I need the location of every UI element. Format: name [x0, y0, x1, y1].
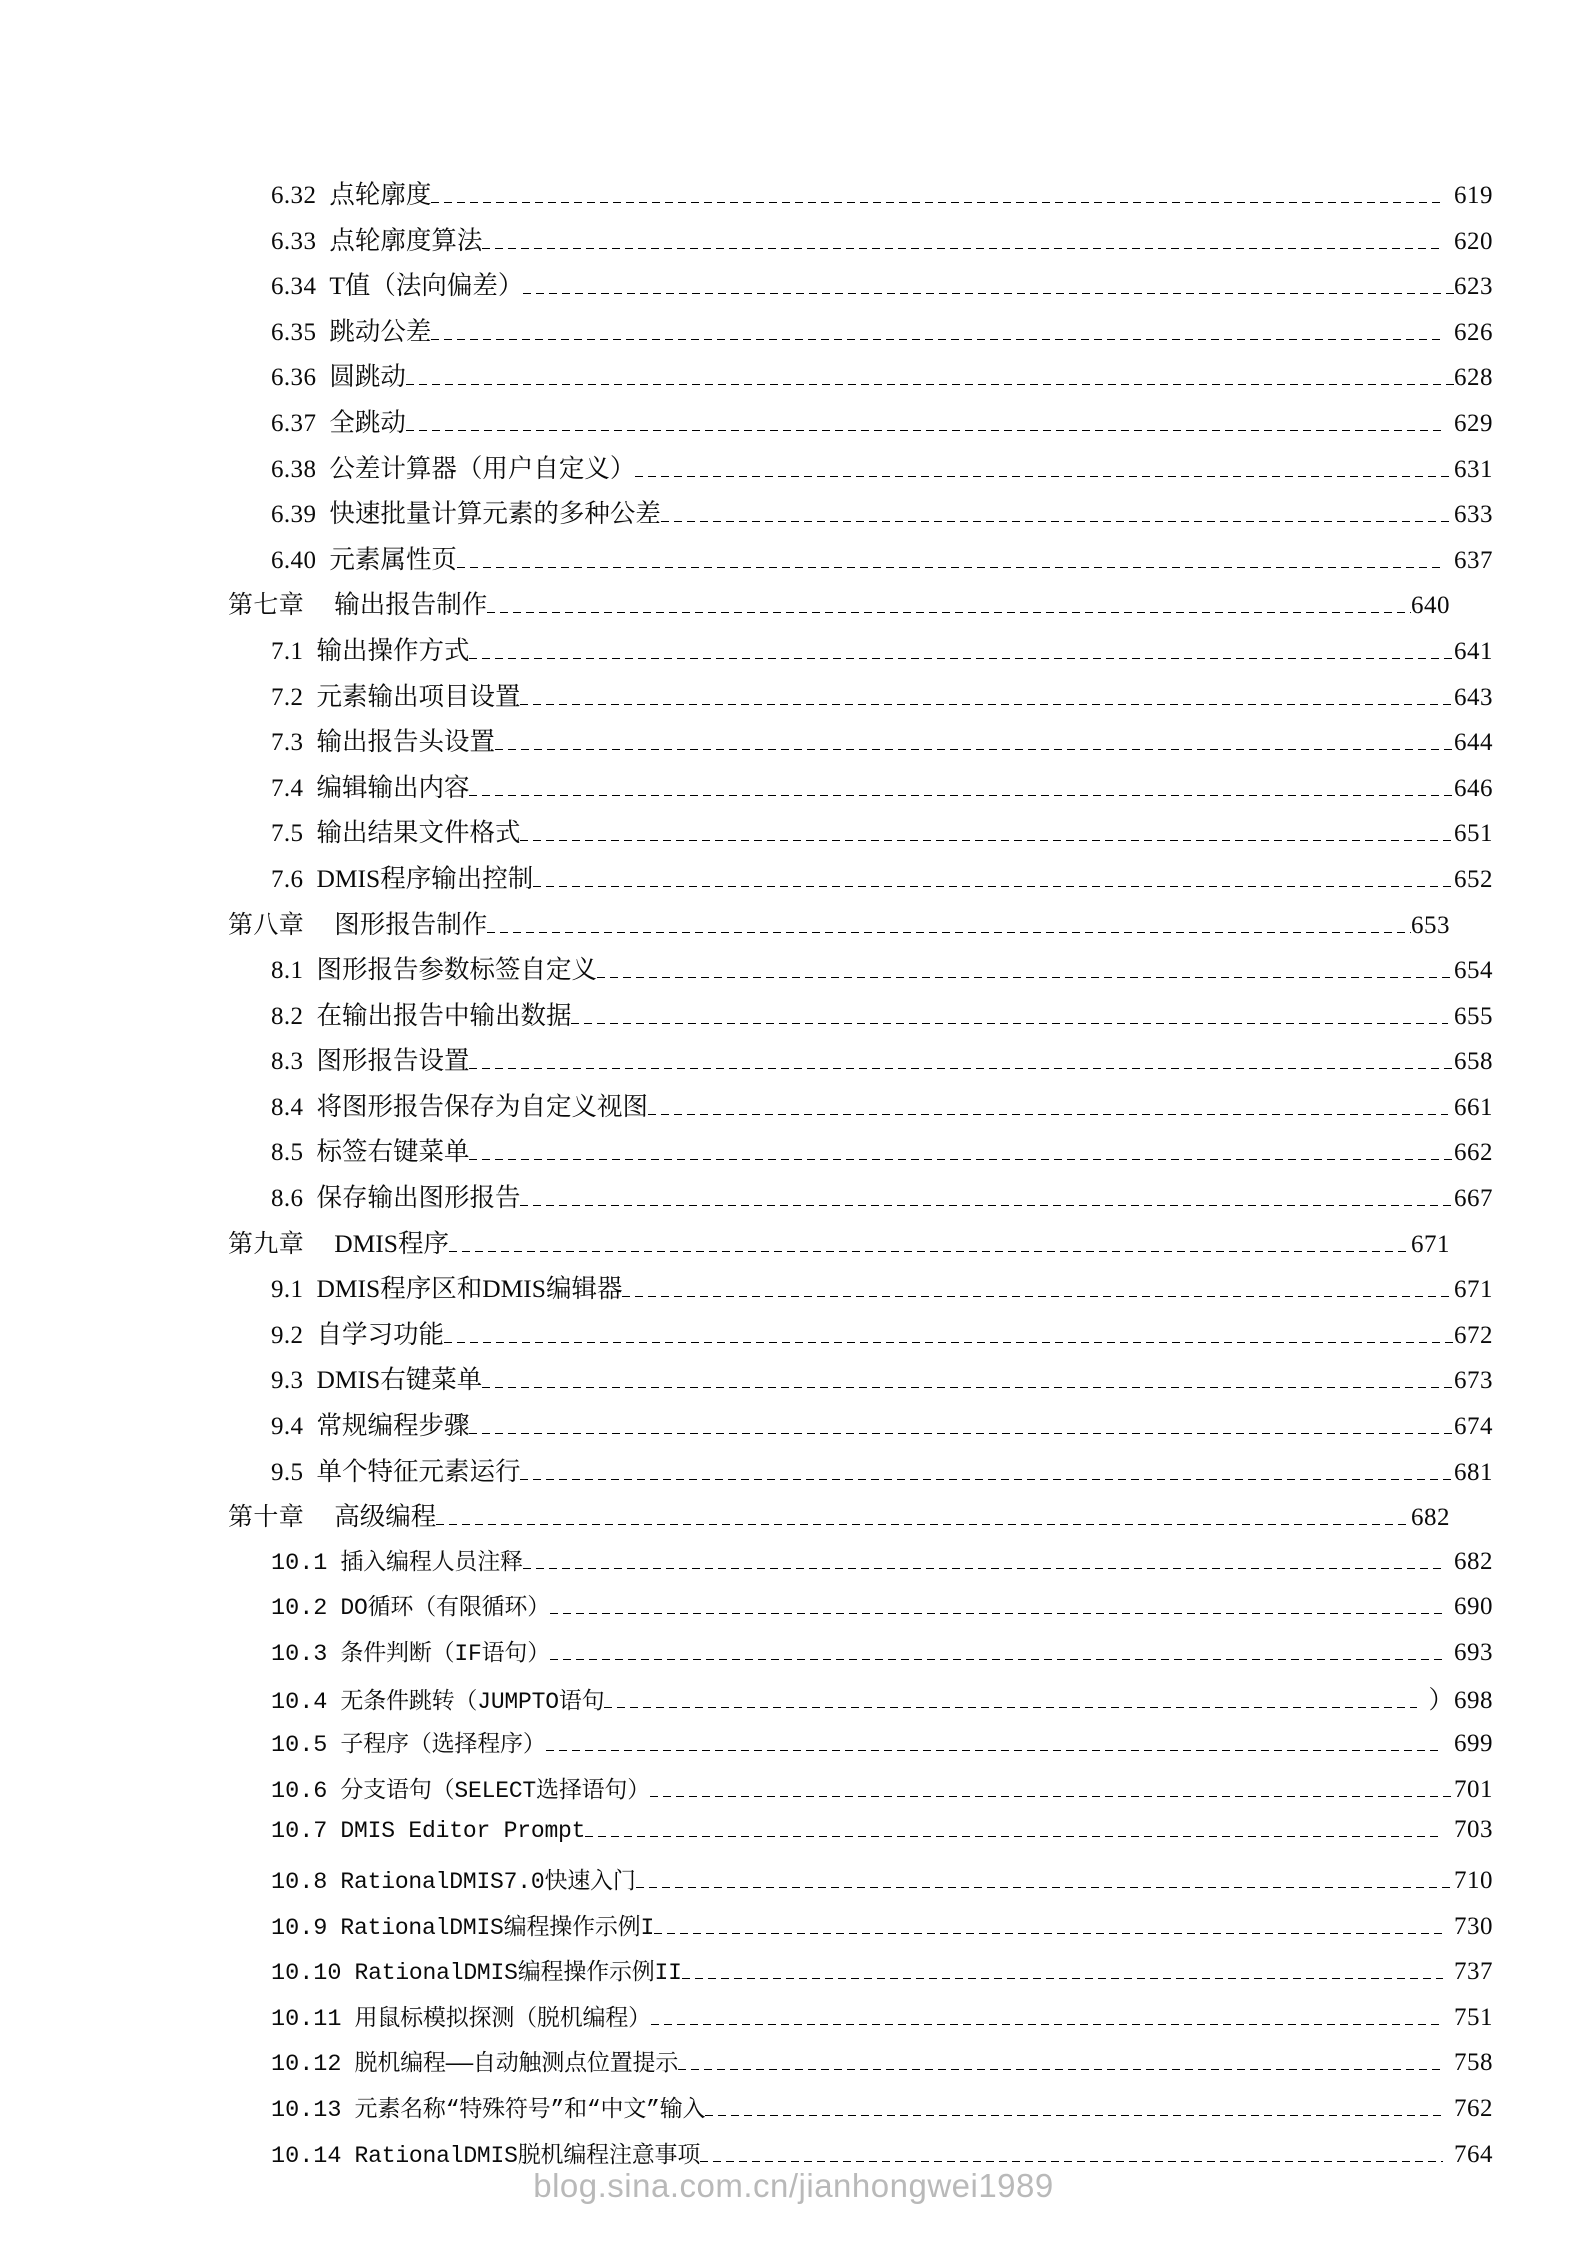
toc-entry-title: 高级编程	[334, 1502, 437, 1532]
toc-entry-title: 插入编程人员注释	[340, 1549, 523, 1576]
toc-entry-page-number: 672	[1454, 1321, 1493, 1349]
toc-entry-number: 6.40	[271, 546, 317, 574]
toc-entry-title: RationalDMIS编程操作示例I	[340, 1914, 655, 1941]
watermark-text: blog.sina.com.cn/jianhongwei1989	[533, 2167, 1054, 2204]
toc-entry[interactable]	[228, 1816, 1493, 1862]
toc-entry-number: 10.4	[271, 1688, 328, 1716]
toc-entry-number: 6.39	[271, 501, 317, 529]
toc-entry[interactable]	[228, 1132, 1493, 1178]
toc-entry[interactable]	[228, 1041, 1493, 1087]
toc-dot-leader	[597, 977, 1454, 978]
toc-dot-leader	[520, 840, 1454, 841]
toc-entry-number: 10.5	[271, 1732, 328, 1760]
toc-entry-title: 无条件跳转（JUMPTO语句	[340, 1688, 605, 1715]
toc-entry-title: 输出报告制作	[334, 590, 488, 620]
toc-entry-number: 8.6	[271, 1185, 304, 1213]
toc-entry-number: 10.11	[271, 2005, 342, 2033]
toc-dot-leader	[651, 2024, 1443, 2025]
toc-dot-leader	[469, 1433, 1454, 1434]
toc-entry-title: 编辑输出内容	[316, 772, 470, 802]
toc-dot-leader	[550, 1613, 1443, 1614]
toc-entry[interactable]	[228, 950, 1493, 996]
toc-entry[interactable]	[228, 813, 1493, 859]
toc-dot-leader	[604, 1707, 1417, 1708]
toc-entry-number: 6.38	[271, 455, 317, 483]
toc-entry-title: 输出操作方式	[316, 635, 470, 665]
toc-entry-title: 圆跳动	[329, 362, 406, 392]
toc-entry-page-number: 658	[1454, 1048, 1493, 1076]
toc-entry-title: 条件判断（IF语句）	[340, 1641, 551, 1667]
toc-dot-leader	[457, 567, 1443, 568]
toc-entry[interactable]	[228, 631, 1493, 677]
toc-entry-page-number: 681	[1454, 1458, 1493, 1486]
toc-entry-page-number: 652	[1454, 865, 1493, 893]
toc-entry-page-number: 693	[1454, 1639, 1493, 1666]
toc-entry[interactable]	[228, 2090, 1493, 2136]
toc-dot-leader	[654, 1933, 1443, 1934]
toc-entry-page-number: 637	[1454, 546, 1493, 574]
toc-entry-title: 元素名称“特殊符号”和“中文”输入	[354, 2096, 706, 2123]
toc-entry-page-number: 620	[1454, 227, 1493, 255]
toc-entry-page-number: 667	[1454, 1185, 1493, 1213]
toc-entry-number: 7.1	[271, 637, 304, 665]
toc-entry-page-number: 626	[1454, 318, 1493, 346]
toc-entry-number: 10.14	[271, 2142, 342, 2170]
toc-dot-leader	[705, 2115, 1443, 2116]
toc-entry-number: 10.10	[271, 1960, 342, 1988]
toc-dot-leader	[520, 1205, 1454, 1206]
toc-dot-leader	[650, 1796, 1454, 1797]
toc-entry[interactable]	[228, 494, 1493, 540]
toc-entry-page-number: 673	[1454, 1367, 1493, 1395]
toc-entry-number: 6.33	[271, 227, 317, 255]
toc-entry-number: 9.5	[271, 1458, 304, 1486]
toc-entry[interactable]	[228, 1406, 1493, 1452]
toc-entry-number: 10.9	[271, 1914, 328, 1942]
toc-entry-page-number: 655	[1454, 1002, 1493, 1030]
toc-entry-title: 点轮廓度算法	[329, 225, 483, 255]
toc-dot-leader	[523, 1568, 1443, 1569]
toc-dot-leader	[636, 1887, 1454, 1888]
toc-entry-number: 10.1	[271, 1549, 328, 1577]
toc-dot-leader	[469, 1068, 1454, 1069]
toc-entry-title: RationalDMIS编程操作示例II	[354, 1960, 682, 1987]
toc-entry-page-number: 758	[1454, 2049, 1493, 2077]
toc-entry-title: 跳动公差	[329, 316, 432, 346]
toc-entry-number: 7.5	[271, 820, 304, 848]
toc-entry-page-number: 644	[1454, 729, 1493, 757]
toc-entry[interactable]	[228, 1588, 1493, 1634]
toc-dot-leader	[469, 658, 1454, 659]
toc-dot-leader	[469, 1159, 1454, 1160]
toc-entry-page-number: 631	[1454, 455, 1493, 483]
toc-entry[interactable]	[228, 266, 1493, 312]
toc-entry-title: 输出结果文件格式	[316, 818, 521, 848]
toc-entry-title: DMIS程序区和DMIS编辑器	[316, 1274, 623, 1304]
toc-entry-number: 10.6	[271, 1777, 328, 1805]
toc-entry-title: DMIS右键菜单	[316, 1365, 483, 1395]
toc-dot-leader	[571, 1023, 1448, 1024]
toc-entry-title: 将图形报告保存为自定义视图	[316, 1091, 648, 1121]
toc-dot-leader	[444, 1342, 1454, 1343]
toc-dot-leader	[487, 612, 1411, 613]
toc-entry[interactable]	[228, 996, 1493, 1042]
toc-entry-page-number: 653	[1411, 911, 1450, 939]
toc-dot-leader	[487, 932, 1411, 933]
toc-dot-leader	[678, 2069, 1443, 2070]
toc-entry-number: 6.37	[271, 409, 317, 437]
toc-entry[interactable]	[228, 1725, 1493, 1771]
toc-entry-number: 7.2	[271, 683, 304, 711]
toc-dot-leader	[585, 1836, 1443, 1837]
toc-entry[interactable]	[228, 1315, 1493, 1361]
toc-entry-number: 7.4	[271, 774, 304, 802]
toc-dot-leader	[682, 1978, 1443, 1979]
toc-entry[interactable]	[228, 2044, 1493, 2090]
toc-dot-leader	[469, 795, 1454, 796]
toc-entry-title: 单个特征元素运行	[316, 1456, 521, 1486]
toc-entry-number: 9.1	[271, 1276, 304, 1304]
toc-entry-page-number: 640	[1411, 592, 1450, 620]
toc-entry-number: 第九章	[228, 1230, 305, 1258]
toc-entry-number: 10.3	[271, 1641, 328, 1668]
toc-entry-title: 标签右键菜单	[316, 1137, 470, 1167]
toc-entry-number: 第七章	[228, 592, 305, 620]
toc-entry-page-number: 619	[1454, 182, 1493, 209]
toc-dot-leader	[431, 202, 1443, 203]
toc-entry-title: 全跳动	[329, 407, 406, 437]
toc-dot-leader	[533, 886, 1454, 887]
toc-entry-number: 8.1	[271, 957, 304, 985]
toc-entry-title: RationalDMIS7.0快速入门	[340, 1868, 636, 1895]
toc-entry[interactable]	[228, 1360, 1493, 1406]
toc-entry[interactable]	[228, 859, 1493, 905]
toc-dot-leader	[700, 2161, 1443, 2162]
toc-entry-page-number: 661	[1454, 1093, 1493, 1121]
toc-entry-number: 8.2	[271, 1002, 304, 1030]
toc-entry-number: 9.4	[271, 1413, 304, 1441]
toc-entry-title: 子程序（选择程序）	[340, 1732, 546, 1759]
toc-entry[interactable]	[228, 403, 1493, 449]
toc-dot-leader	[495, 749, 1454, 750]
toc-dot-leader	[648, 1114, 1448, 1115]
toc-entry-title: 点轮廓度	[329, 180, 432, 209]
toc-entry-page-number: 643	[1454, 683, 1493, 711]
toc-dot-leader	[406, 430, 1443, 431]
toc-entry[interactable]	[228, 677, 1493, 723]
toc-entry-title: 常规编程步骤	[316, 1411, 470, 1441]
toc-entry[interactable]	[228, 1953, 1493, 1999]
toc-entry-title: 快速批量计算元素的多种公差	[329, 499, 661, 529]
toc-dot-leader	[482, 1387, 1454, 1388]
toc-entry-number: 第十章	[228, 1504, 305, 1532]
toc-entry-page-number: 730	[1454, 1912, 1493, 1940]
toc-entry-page-number: 671	[1411, 1230, 1450, 1258]
toc-entry[interactable]	[228, 1543, 1493, 1589]
toc-entry[interactable]	[228, 1087, 1493, 1133]
toc-entry-number: 10.7	[271, 1818, 328, 1846]
toc-entry-list	[228, 175, 1493, 2181]
toc-entry[interactable]	[228, 1634, 1493, 1680]
toc-entry-title: 图形报告设置	[316, 1046, 470, 1076]
toc-entry-title: 分支语句（SELECT选择语句）	[340, 1777, 651, 1804]
toc-entry-page-number: 764	[1454, 2140, 1493, 2168]
toc-entry[interactable]	[228, 175, 1493, 221]
toc-entry-number: 7.3	[271, 729, 304, 757]
toc-entry-title: 输出报告头设置	[316, 727, 495, 757]
toc-entry-page-number: 703	[1454, 1816, 1493, 1844]
toc-entry[interactable]	[228, 1999, 1493, 2045]
toc-entry[interactable]	[228, 722, 1493, 768]
toc-entry-number: 8.4	[271, 1093, 304, 1121]
toc-entry-title: 图形报告制作	[334, 909, 488, 939]
toc-entry-number: 10.8	[271, 1868, 328, 1896]
toc-entry-title: DMIS Editor Prompt	[340, 1818, 586, 1845]
toc-entry-number: 7.6	[271, 865, 304, 893]
toc-entry[interactable]	[228, 357, 1493, 403]
toc-entry-page-number: 629	[1454, 409, 1493, 437]
toc-entry-page-number: 682	[1454, 1547, 1493, 1575]
toc-dot-leader	[546, 1750, 1443, 1751]
toc-entry-number: 8.5	[271, 1139, 304, 1167]
toc-entry-page-number: 701	[1454, 1775, 1493, 1803]
toc-dot-leader	[622, 1296, 1454, 1297]
toc-entry-page-number: 674	[1454, 1413, 1493, 1441]
toc-entry-title: DMIS程序输出控制	[316, 863, 534, 893]
toc-dot-leader	[482, 248, 1443, 249]
toc-entry-title: DMIS程序	[334, 1228, 449, 1258]
toc-dot-leader	[406, 384, 1454, 385]
toc-entry-title: RationalDMIS脱机编程注意事项	[354, 2142, 701, 2169]
toc-entry[interactable]	[228, 540, 1493, 586]
toc-entry[interactable]	[228, 1908, 1493, 1954]
toc-entry-number: 9.3	[271, 1367, 304, 1395]
toc-entry[interactable]	[228, 1269, 1493, 1315]
toc-entry-number: 6.36	[271, 364, 317, 392]
toc-entry-number: 6.32	[271, 182, 317, 209]
toc-entry[interactable]	[228, 221, 1493, 267]
toc-entry-title: 元素属性页	[329, 544, 457, 574]
toc-entry[interactable]	[228, 1680, 1493, 1726]
toc-entry[interactable]	[228, 312, 1493, 358]
toc-entry[interactable]	[228, 449, 1493, 495]
toc-entry-page-number: 751	[1454, 2003, 1493, 2031]
toc-entry-page-number: 633	[1454, 501, 1493, 529]
toc-dot-leader	[520, 1479, 1454, 1480]
toc-entry-number: 10.12	[271, 2051, 342, 2079]
toc-entry-number: 9.2	[271, 1321, 304, 1349]
toc-entry-title: 在输出报告中输出数据	[316, 1000, 572, 1030]
toc-entry-page-number: 628	[1454, 364, 1493, 392]
toc-entry-page-number: 737	[1454, 1958, 1493, 1986]
toc-dot-leader	[661, 521, 1454, 522]
toc-entry-page-number: 699	[1454, 1730, 1493, 1758]
toc-entry-number: 6.34	[271, 273, 317, 301]
toc-dot-leader	[431, 339, 1443, 340]
toc-entry-title: 元素输出项目设置	[316, 681, 521, 711]
toc-entry-page-number: 682	[1411, 1504, 1450, 1532]
toc-entry[interactable]	[228, 1862, 1493, 1908]
toc-entry-number: 第八章	[228, 911, 305, 939]
toc-dot-leader	[550, 1659, 1443, 1660]
toc-entry[interactable]	[228, 905, 1450, 951]
toc-entry[interactable]	[228, 585, 1450, 631]
toc-entry-title: DO循环（有限循环）	[340, 1595, 551, 1622]
toc-dot-leader	[523, 293, 1454, 294]
toc-entry-page-number: 623	[1454, 273, 1493, 301]
toc-entry[interactable]	[228, 1771, 1493, 1817]
toc-entry[interactable]	[228, 1224, 1450, 1270]
toc-dot-leader	[449, 1251, 1411, 1252]
toc-dot-leader	[520, 704, 1454, 705]
toc-entry-page-number: 654	[1454, 957, 1493, 985]
toc-entry-title: 图形报告参数标签自定义	[316, 955, 597, 985]
toc-entry-number: 10.13	[271, 2096, 342, 2124]
toc-entry-page-number: 710	[1454, 1866, 1493, 1894]
toc-entry-page-number: ）698	[1428, 1686, 1493, 1714]
toc-entry[interactable]	[228, 1178, 1493, 1224]
toc-entry-page-number: 641	[1454, 637, 1493, 665]
toc-entry-page-number: 646	[1454, 774, 1493, 802]
toc-entry[interactable]	[228, 768, 1493, 814]
toc-entry-title: 保存输出图形报告	[316, 1183, 521, 1213]
toc-entry-page-number: 671	[1454, 1276, 1493, 1304]
toc-entry[interactable]	[228, 1452, 1493, 1498]
toc-entry-title: 脱机编程——自动触测点位置提示	[354, 2051, 679, 2078]
toc-entry-page-number: 690	[1454, 1593, 1493, 1621]
toc-entry-title: T值（法向偏差）	[329, 271, 524, 301]
toc-entry-page-number: 651	[1454, 820, 1493, 848]
toc-entry-number: 10.2	[271, 1595, 328, 1623]
toc-entry-number: 6.35	[271, 318, 317, 346]
toc-entry[interactable]	[228, 1497, 1450, 1543]
toc-entry-number: 8.3	[271, 1048, 304, 1076]
toc-entry-title: 用鼠标模拟探测（脱机编程）	[354, 2005, 651, 2032]
toc-entry-title: 公差计算器（用户自定义）	[329, 453, 636, 483]
toc-entry-title: 自学习功能	[316, 1319, 444, 1349]
toc-entry-page-number: 662	[1454, 1139, 1493, 1167]
toc-dot-leader	[436, 1524, 1411, 1525]
toc-entry-page-number: 762	[1454, 2094, 1493, 2122]
toc-dot-leader	[635, 476, 1454, 477]
